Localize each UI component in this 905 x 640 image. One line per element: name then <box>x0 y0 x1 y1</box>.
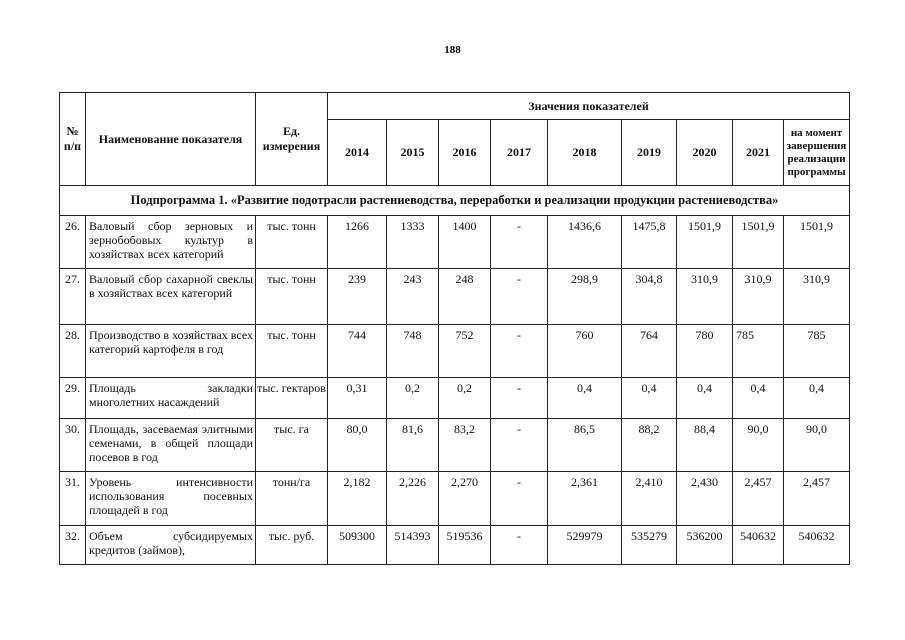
header-year: 2020 <box>677 120 733 186</box>
header-num: № п/п <box>60 93 86 186</box>
header-final: на момент завершения реализации программы <box>784 120 850 186</box>
row-value: 239 <box>328 269 387 325</box>
row-value: 310,9 <box>784 269 850 325</box>
row-value: 785 <box>733 325 784 378</box>
row-num: 29. <box>60 378 86 419</box>
row-value: 529979 <box>548 526 622 565</box>
row-name: Уровень интенсивности использования посевных площадей в год <box>86 472 256 526</box>
row-value: 744 <box>328 325 387 378</box>
row-value: 2,270 <box>439 472 491 526</box>
row-value: - <box>491 378 548 419</box>
row-num: 32. <box>60 526 86 565</box>
row-value: 304,8 <box>622 269 677 325</box>
row-value: 2,361 <box>548 472 622 526</box>
row-value: 0,4 <box>622 378 677 419</box>
row-value: 752 <box>439 325 491 378</box>
row-value: 1501,9 <box>733 216 784 269</box>
row-value: 540632 <box>733 526 784 565</box>
row-value: - <box>491 325 548 378</box>
row-value: 1475,8 <box>622 216 677 269</box>
header-values-group: Значения показателей <box>328 93 850 120</box>
row-unit: тыс. га <box>256 419 328 472</box>
table-row <box>60 419 850 472</box>
indicators-table <box>59 92 850 565</box>
row-value: 88,4 <box>677 419 733 472</box>
header-year: 2019 <box>622 120 677 186</box>
row-value: - <box>491 526 548 565</box>
table-row <box>60 325 850 378</box>
row-value: 535279 <box>622 526 677 565</box>
row-value: 0,2 <box>439 378 491 419</box>
row-value: - <box>491 419 548 472</box>
row-value: 748 <box>387 325 439 378</box>
row-value: 1436,6 <box>548 216 622 269</box>
row-value: 0,4 <box>548 378 622 419</box>
row-value: 310,9 <box>677 269 733 325</box>
table-row <box>60 216 850 269</box>
row-value: 514393 <box>387 526 439 565</box>
row-value: 298,9 <box>548 269 622 325</box>
subprogram-title: Подпрограмма 1. «Развитие подотрасли растениеводства, переработки и реализации продукции растениеводства» <box>60 186 850 216</box>
row-value: 81,6 <box>387 419 439 472</box>
row-value: 509300 <box>328 526 387 565</box>
row-value: 1333 <box>387 216 439 269</box>
row-value: 88,2 <box>622 419 677 472</box>
row-value: 780 <box>677 325 733 378</box>
row-num: 31. <box>60 472 86 526</box>
header-year: 2015 <box>387 120 439 186</box>
row-value: - <box>491 216 548 269</box>
header-name: Наименование показателя <box>86 93 256 186</box>
row-name: Объем субсидируемых кредитов (займов), <box>86 526 256 565</box>
row-value: 0,31 <box>328 378 387 419</box>
row-value: 540632 <box>784 526 850 565</box>
row-value: 2,410 <box>622 472 677 526</box>
row-value: 243 <box>387 269 439 325</box>
row-value: - <box>491 472 548 526</box>
row-value: 90,0 <box>784 419 850 472</box>
row-value: 86,5 <box>548 419 622 472</box>
table-row <box>60 378 850 419</box>
header-year: 2016 <box>439 120 491 186</box>
row-value: 764 <box>622 325 677 378</box>
row-name: Валовый сбор сахарной свеклы в хозяйствах всех категорий <box>86 269 256 325</box>
row-num: 28. <box>60 325 86 378</box>
row-unit: тыс. тонн <box>256 325 328 378</box>
header-unit: Ед. измерения <box>256 93 328 186</box>
row-value: 83,2 <box>439 419 491 472</box>
row-value: 0,4 <box>784 378 850 419</box>
row-value: 0,4 <box>733 378 784 419</box>
row-name: Валовый сбор зерновых и зернобобовых культур в хозяйствах всех категорий <box>86 216 256 269</box>
row-name: Производство в хозяйствах всех категорий картофеля в год <box>86 325 256 378</box>
row-value: 785 <box>784 325 850 378</box>
row-value: 2,457 <box>784 472 850 526</box>
table-row <box>60 526 850 565</box>
header-year: 2021 <box>733 120 784 186</box>
row-value: 1266 <box>328 216 387 269</box>
row-unit: тыс. руб. <box>256 526 328 565</box>
header-year: 2018 <box>548 120 622 186</box>
table-row <box>60 472 850 526</box>
header-year: 2014 <box>328 120 387 186</box>
row-value: 310,9 <box>733 269 784 325</box>
table-row <box>60 269 850 325</box>
row-value: 1501,9 <box>784 216 850 269</box>
row-num: 30. <box>60 419 86 472</box>
header-year: 2017 <box>491 120 548 186</box>
page-number: 188 <box>444 44 461 56</box>
row-value: 248 <box>439 269 491 325</box>
row-value: 2,182 <box>328 472 387 526</box>
row-unit: тонн/га <box>256 472 328 526</box>
row-value: - <box>491 269 548 325</box>
row-value: 80,0 <box>328 419 387 472</box>
row-value: 2,457 <box>733 472 784 526</box>
row-unit: тыс. тонн <box>256 269 328 325</box>
row-name: Площадь, засеваемая элитными семенами, в общей площади посевов в год <box>86 419 256 472</box>
row-value: 2,226 <box>387 472 439 526</box>
row-value: 2,430 <box>677 472 733 526</box>
row-value: 1400 <box>439 216 491 269</box>
row-num: 26. <box>60 216 86 269</box>
row-value: 90,0 <box>733 419 784 472</box>
row-value: 1501,9 <box>677 216 733 269</box>
row-value: 760 <box>548 325 622 378</box>
row-unit: тыс. тонн <box>256 216 328 269</box>
row-value: 519536 <box>439 526 491 565</box>
row-name: Площадь закладки многолетних насаждений <box>86 378 256 419</box>
row-num: 27. <box>60 269 86 325</box>
row-value: 536200 <box>677 526 733 565</box>
row-value: 0,2 <box>387 378 439 419</box>
row-value: 0,4 <box>677 378 733 419</box>
row-unit: тыс. гектаров <box>256 378 328 419</box>
